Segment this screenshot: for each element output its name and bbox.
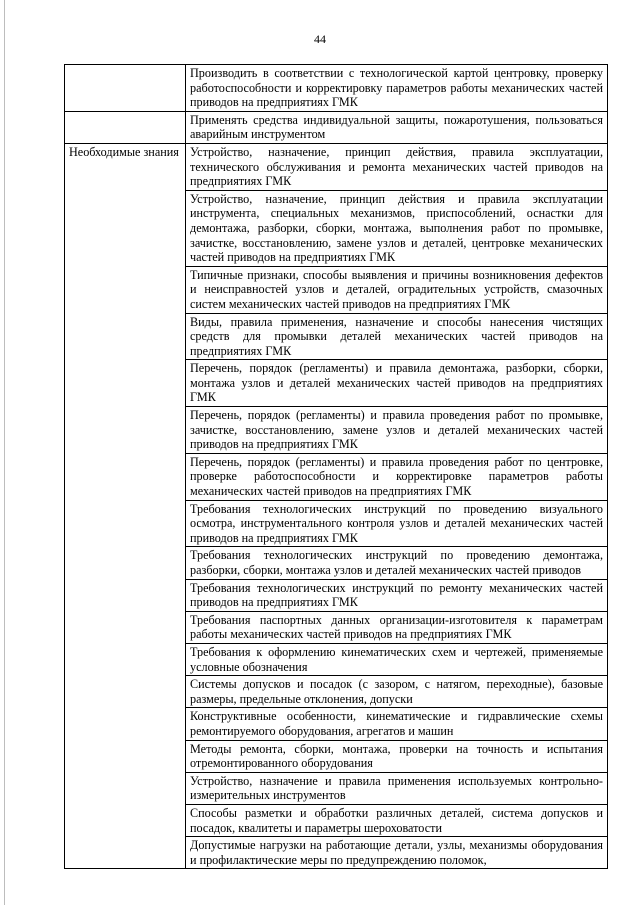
table-cell-text: Типичные признаки, способы выявления и причины возникновения дефектов и неисправностей узлов и деталей, оградительных устройств, смазочных систем механических частей приводов на предприятиях ГМК bbox=[186, 266, 608, 313]
table-row bbox=[65, 65, 608, 112]
scan-edge-line bbox=[4, 0, 5, 905]
table-row bbox=[65, 111, 608, 143]
table-cell-text: Требования к оформлению кинематических схем и чертежей, применяемые условные обозначения bbox=[186, 643, 608, 675]
table-cell-text: Допустимые нагрузки на работающие детали, узлы, механизмы оборудования и профилактические меры по предупреждению поломок, bbox=[186, 837, 608, 869]
table-cell-text: Требования технологических инструкций по ремонту механических частей приводов на предприятиях ГМК bbox=[186, 579, 608, 611]
table-cell-text: Устройство, назначение и правила применения используемых контрольно-измерительных инструментов bbox=[186, 772, 608, 804]
table-cell-left bbox=[65, 65, 186, 112]
table-cell-text: Требования паспортных данных организации-изготовителя к параметрам работы механических частей приводов на предприятиях ГМК bbox=[186, 611, 608, 643]
table-cell-text: Конструктивные особенности, кинематические и гидравлические схемы ремонтируемого оборудования, агрегатов и машин bbox=[186, 708, 608, 740]
section-label: Необходимые знания bbox=[65, 143, 186, 868]
table-cell-text: Системы допусков и посадок (с зазором, с натягом, переходные), базовые размеры, предельные отклонения, допуски bbox=[186, 676, 608, 708]
table-cell-text: Перечень, порядок (регламенты) и правила проведения работ по промывке, зачистке, восстановлению, замене узлов и деталей механических частей приводов на предприятиях ГМК bbox=[186, 407, 608, 454]
table-cell-text: Производить в соответствии с технологической картой центровку, проверку работоспособности и корректировку параметров работы механических частей приводов на предприятиях ГМК bbox=[186, 65, 608, 112]
table-cell-text: Устройство, назначение, принцип действия и правила эксплуатации инструмента, специальных механизмов, приспособлений, оснастки для демонтажа, разборки, сборки, монтажа, выполнения работ по промывке, зачистке, восстановлению, замене узлов и деталей, центровке механических частей приводов на предприятиях ГМК bbox=[186, 190, 608, 266]
table-cell-text: Применять средства индивидуальной защиты, пожаротушения, пользоваться аварийным инструментом bbox=[186, 111, 608, 143]
table-cell-text: Перечень, порядок (регламенты) и правила проведения работ по центровке, проверке работоспособности и корректировке параметров работы механических частей приводов на предприятиях ГМК bbox=[186, 453, 608, 500]
table-row bbox=[65, 143, 608, 190]
table-cell-text: Виды, правила применения, назначение и способы нанесения чистящих средств для промывки деталей механических частей приводов на предприятиях ГМК bbox=[186, 313, 608, 360]
table-cell-text: Методы ремонта, сборки, монтажа, проверки на точность и испытания отремонтированного оборудования bbox=[186, 740, 608, 772]
table-cell-text: Способы разметки и обработки различных деталей, система допусков и посадок, квалитеты и параметры шероховатости bbox=[186, 804, 608, 836]
table-cell-text: Требования технологических инструкций по проведению визуального осмотра, инструментального контроля узлов и деталей механических частей приводов на предприятиях ГМК bbox=[186, 500, 608, 547]
table-cell-text: Перечень, порядок (регламенты) и правила демонтажа, разборки, сборки, монтажа узлов и деталей механических частей приводов на предприятиях ГМК bbox=[186, 360, 608, 407]
requirements-table bbox=[64, 64, 608, 869]
table-cell-text: Устройство, назначение, принцип действия, правила эксплуатации, технического обслуживания и ремонта механических частей приводов на предприятиях ГМК bbox=[186, 143, 608, 190]
page-number: 44 bbox=[314, 32, 326, 46]
table-cell-left bbox=[65, 111, 186, 143]
table-cell-text: Требования технологических инструкций по проведению демонтажа, разборки, сборки, монтажа узлов и деталей механических частей приводов bbox=[186, 547, 608, 579]
